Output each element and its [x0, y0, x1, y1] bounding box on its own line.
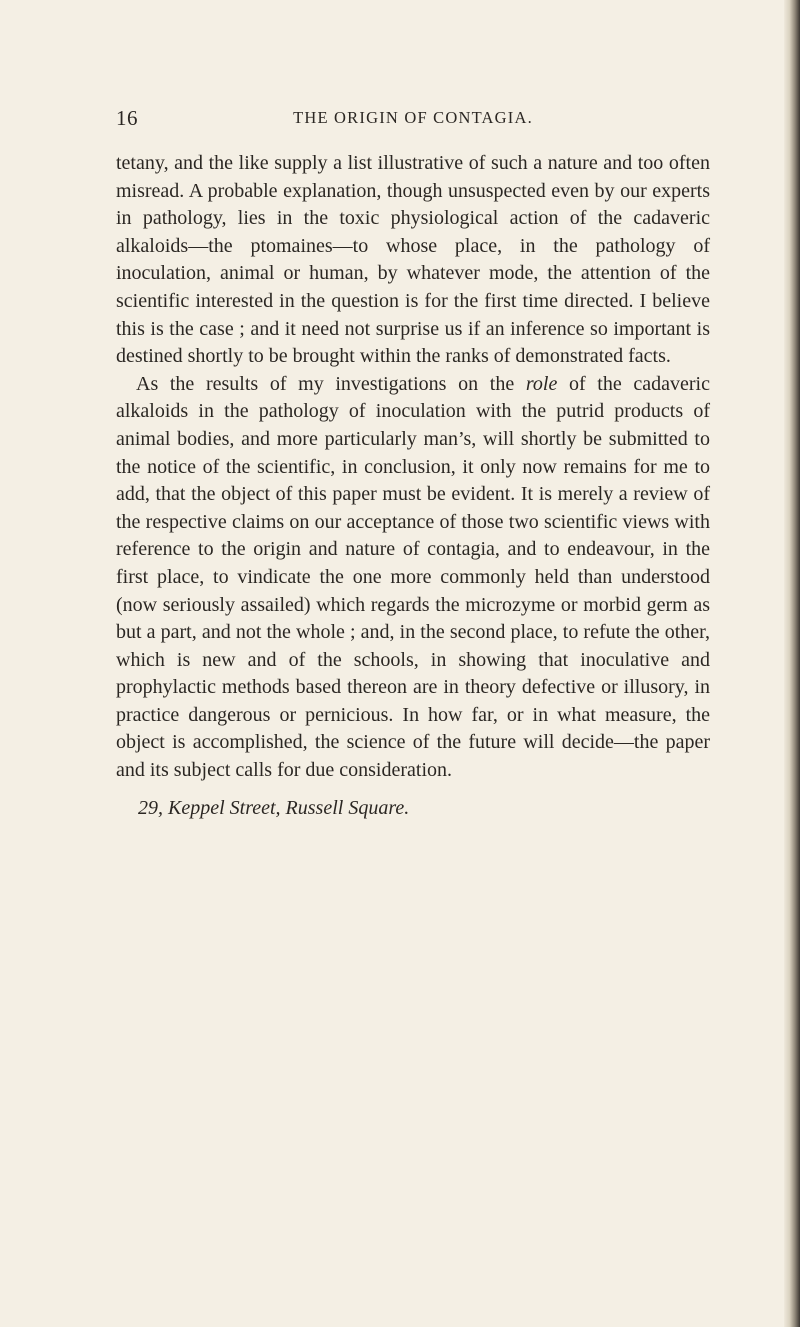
paragraph-2-start: As the results of my investigations on the: [136, 372, 526, 395]
page-edge-shadow: [784, 0, 800, 1327]
running-head: THE ORIGIN OF CONTAGIA.: [293, 108, 533, 127]
paragraph-2-rest: of the cadaveric alkaloids in the pathology of inoculation with the putrid products of animal bodies, and more particularly man’s, will shortly be submitted to the notice of the scientific, in conclusion, it only now remains for me to add, that the object of this paper must be evident. It is merely a review of the respective claims on our acceptance of those two scientific views with reference to the origin and nature of contagia, and to endeavour, in the first place, to vindicate the one more commonly held than understood (now seriously assailed) which regards the microzyme or morbid germ as but a part, and not the whole ; and, in the second place, to refute the other, which is new and of the schools, in showing that inoculative and prophylactic methods based thereon are in theory defective or illusory, in practice dangerous or pernicious. In how far, or in what measure, the object is accomplished, the science of the future will decide—the paper and its subject calls for due consideration.: [116, 372, 710, 782]
paragraph-1: tetany, and the like supply a list illustrative of such a nature and too often misread. A probable explanation, though unsuspected even by our experts in pathology, lies in the toxic physiological action of the cadaveric alkaloids—the ptomaines—to whose place, in the pathology of inoculation, animal or human, by whatever mode, the attention of the scientific interested in the question is for the first time directed. I believe this is the case ; and it need not surprise us if an inference so important is destined shortly to be brought within the ranks of demonstrated facts.: [116, 152, 710, 368]
page-header: [116, 106, 710, 134]
italic-role: role: [525, 372, 558, 395]
body-text: [116, 150, 710, 822]
paragraph-2: [116, 371, 710, 785]
signature-address: 29, Keppel Street, Russell Square.: [138, 796, 410, 819]
page-number: 16: [116, 106, 138, 130]
